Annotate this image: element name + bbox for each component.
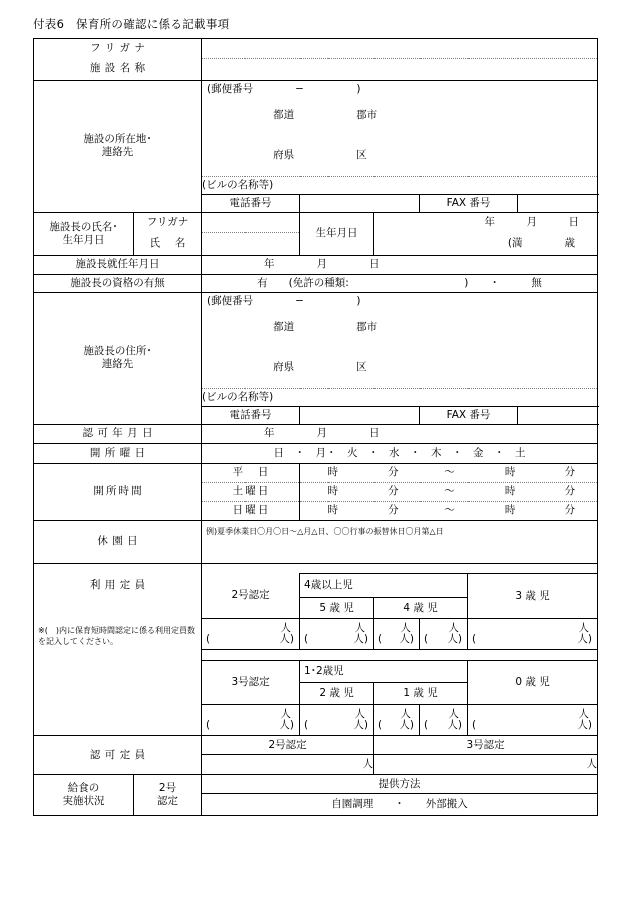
capacity-age4plus-header: 4歳以上児 <box>300 574 468 598</box>
field-qualification[interactable]: 有 (免許の種類: ) ・ 無 <box>202 274 598 292</box>
sunday-start-minute: 分 <box>388 504 399 517</box>
label-facility-tel: 電話番号 <box>202 194 300 212</box>
label-meals-line1: 給食の <box>67 782 100 795</box>
capacity-note: ※( )内に保育短時間認定に係る利用定員数を記入してください。 <box>38 625 195 647</box>
facility-confirmation-form <box>33 38 598 816</box>
capacity-age5-person: 人 <box>400 622 412 635</box>
person-close-6: 人) <box>279 719 295 732</box>
field-head-furigana[interactable] <box>202 212 300 233</box>
field-facility-fax[interactable] <box>518 194 598 212</box>
paren-open-8: ( <box>378 719 383 732</box>
capacity-age12-paren <box>300 720 373 731</box>
capacity-age1-value[interactable] <box>420 705 468 736</box>
label-meals-type-line2: 認定 <box>157 795 179 808</box>
weekday-end-minute: 分 <box>564 466 576 479</box>
label-closed-days: 休園日 <box>34 520 202 563</box>
label-weekday: 平 日 <box>202 463 300 482</box>
weekday-tilde: ～ <box>444 466 455 479</box>
table-row-capacity-type2-values <box>34 619 598 650</box>
prefecture-text-1: 都道 <box>273 109 295 122</box>
capacity-age0-person: 人 <box>578 708 590 721</box>
field-facility-tel[interactable] <box>300 194 420 212</box>
person-close-5: 人) <box>577 633 593 646</box>
table-row-approval-date <box>34 424 598 443</box>
table-row-facility-name <box>34 58 598 81</box>
capacity-age2-paren <box>374 720 419 731</box>
label-qualification: 施設長の資格の有無 <box>34 274 202 292</box>
capacity-type2-total-paren <box>202 634 299 645</box>
head-prefecture-text-2: 府県 <box>273 360 295 373</box>
capacity-label-spacer <box>34 563 202 574</box>
table-row-capacity-label <box>34 574 598 598</box>
capacity-age4plus-value[interactable] <box>300 619 374 650</box>
capacity-age0-value[interactable] <box>468 705 598 736</box>
head-city-text-1: 郡市 <box>356 321 378 334</box>
person-close-7: 人) <box>353 719 369 732</box>
label-authorized-capacity: 認可定員 <box>34 736 202 775</box>
sunday-tilde: ～ <box>444 504 455 517</box>
head-prefecture-label-2 <box>207 347 597 386</box>
capacity-type3-total[interactable] <box>202 705 300 736</box>
field-sunday-hours[interactable] <box>300 501 598 520</box>
table-row-capacity-spacer-top <box>34 563 598 574</box>
field-head-building[interactable]: (ビルの名称等) <box>202 388 598 406</box>
field-closed-days[interactable] <box>202 520 598 563</box>
head-prefecture-label-1 <box>207 308 597 347</box>
label-approval-date: 認可年月日 <box>34 424 202 443</box>
label-meals-line2: 実施状況 <box>62 795 105 808</box>
paren-open-5: ( <box>472 633 477 646</box>
prefecture-text-2: 府県 <box>273 148 295 161</box>
person-close-9: 人) <box>447 719 463 732</box>
label-head-name-line1: 施設長の氏名･ <box>49 220 118 233</box>
capacity-age4-header: 4 歳 児 <box>374 598 468 619</box>
capacity-age0-header: 0 歳 児 <box>468 661 598 705</box>
saturday-end-hour: 時 <box>504 485 516 498</box>
label-meals-type-line1: 2号 <box>158 782 177 795</box>
capacity-type3-total-person: 人 <box>280 708 292 721</box>
table-row-open-hours-weekday <box>34 463 598 482</box>
authorized-type3-value[interactable]: 人 <box>374 755 598 775</box>
field-head-address[interactable] <box>202 292 598 388</box>
saturday-tilde: ～ <box>444 485 455 498</box>
capacity-type3-total-paren <box>202 720 299 731</box>
capacity-age3-person: 人 <box>578 622 590 635</box>
table-row-appointment-date <box>34 255 598 274</box>
table-row-head-address <box>34 292 598 388</box>
label-meals-status <box>34 775 134 816</box>
weekday-start-minute: 分 <box>388 466 399 479</box>
table-row-open-days <box>34 443 598 463</box>
capacity-age1-person: 人 <box>448 708 460 721</box>
capacity-age2-value[interactable] <box>374 705 420 736</box>
sunday-end-minute: 分 <box>564 504 576 517</box>
field-facility-building[interactable]: (ビルの名称等) <box>202 176 598 194</box>
capacity-age4-value[interactable] <box>420 619 468 650</box>
capacity-note-cell <box>34 619 202 661</box>
capacity-label-filler-2 <box>34 661 202 705</box>
capacity-age2-person: 人 <box>400 708 412 721</box>
label-head-tel: 電話番号 <box>202 406 300 424</box>
label-head-address-line2: 連絡先 <box>101 358 134 371</box>
table-row-capacity-type3-values <box>34 705 598 736</box>
label-head-fullname: 氏 名 <box>134 233 202 256</box>
label-head-address <box>34 292 202 424</box>
weekday-end-hour: 時 <box>504 466 516 479</box>
capacity-spacer-top <box>202 563 598 574</box>
field-head-age[interactable] <box>374 233 598 256</box>
capacity-age5-paren <box>374 634 419 645</box>
saturday-end-minute: 分 <box>564 485 576 498</box>
capacity-type2-total-person: 人 <box>280 622 292 635</box>
table-row-meals-header <box>34 775 598 794</box>
authorized-type2-value[interactable]: 人 <box>202 755 374 775</box>
approval-ymd-text: 年 月 日 <box>264 427 380 440</box>
head-city-text-2: 区 <box>356 360 367 373</box>
table-row-facility-address <box>34 81 598 177</box>
capacity-type2-total[interactable] <box>202 619 300 650</box>
capacity-type2-header: 2号認定 <box>202 574 300 619</box>
city-text-1: 郡市 <box>356 109 378 122</box>
table-row-furigana <box>34 39 598 59</box>
postal-code-label: (郵便番号 − ) <box>207 83 361 95</box>
field-approval-date[interactable] <box>202 424 598 443</box>
field-saturday-hours[interactable] <box>300 482 598 501</box>
paren-open-9: ( <box>424 719 429 732</box>
person-close-1: 人) <box>279 633 295 646</box>
capacity-age3-header: 3 歳 児 <box>468 574 598 619</box>
paren-open-10: ( <box>472 719 477 732</box>
field-head-tel[interactable] <box>300 406 420 424</box>
capacity-age12-value[interactable] <box>300 705 374 736</box>
paren-open-7: ( <box>304 719 309 732</box>
field-appointment-date[interactable] <box>202 255 598 274</box>
paren-open-1: ( <box>206 633 211 646</box>
capacity-age3-paren <box>468 634 597 645</box>
label-appointment-date: 施設長就任年月日 <box>34 255 202 274</box>
field-facility-name[interactable] <box>202 58 598 81</box>
saturday-start-minute: 分 <box>388 485 399 498</box>
head-prefecture-text-1: 都道 <box>273 321 295 334</box>
capacity-age1-paren <box>420 720 467 731</box>
capacity-age4plus-person: 人 <box>354 622 366 635</box>
label-head-name <box>34 212 134 255</box>
label-capacity: 利用定員 <box>34 574 202 598</box>
field-facility-address[interactable] <box>202 81 598 177</box>
capacity-age4-person: 人 <box>448 622 460 635</box>
person-close-3: 人) <box>399 633 415 646</box>
capacity-age3-value[interactable] <box>468 619 598 650</box>
city-text-2: 区 <box>356 148 367 161</box>
paren-open-2: ( <box>304 633 309 646</box>
capacity-age5-value[interactable] <box>374 619 420 650</box>
capacity-age4-paren <box>420 634 467 645</box>
saturday-start-hour: 時 <box>327 485 338 498</box>
capacity-age2-header: 2 歳 児 <box>300 683 374 705</box>
authorized-type3-header: 3号認定 <box>374 736 598 755</box>
capacity-type3-header: 3号認定 <box>202 661 300 705</box>
capacity-label-filler-3 <box>34 705 202 736</box>
paren-open-6: ( <box>206 719 211 732</box>
label-open-days: 開所曜日 <box>34 443 202 463</box>
capacity-age12-person: 人 <box>354 708 366 721</box>
capacity-age5-header: 5 歳 児 <box>300 598 374 619</box>
label-facility-address-line2: 連絡先 <box>101 146 134 159</box>
paren-open-3: ( <box>378 633 383 646</box>
label-meals-type2 <box>134 775 202 816</box>
capacity-age12-header: 1･2歳児 <box>300 661 468 683</box>
sunday-start-hour: 時 <box>327 504 338 517</box>
prefecture-label-2 <box>207 136 597 175</box>
table-row-qualification <box>34 274 598 292</box>
sunday-end-hour: 時 <box>504 504 516 517</box>
capacity-age1-header: 1 歳 児 <box>374 683 468 705</box>
field-head-birth-ymd[interactable] <box>374 212 598 233</box>
person-close-2: 人) <box>353 633 369 646</box>
person-close-10: 人) <box>577 719 593 732</box>
label-facility-address-line1: 施設の所在地･ <box>83 133 152 146</box>
closed-days-example: 例)夏季休業日〇月〇日～△月△日、〇〇行事の振替休日〇月第△日 <box>206 526 444 536</box>
label-head-furigana: フリガナ <box>134 212 202 233</box>
label-furigana: フリガナ <box>34 39 202 59</box>
label-head-birth: 生年月日 <box>300 212 374 255</box>
capacity-age4plus-paren <box>300 634 373 645</box>
capacity-age0-paren <box>468 720 597 731</box>
label-facility-address <box>34 81 202 213</box>
prefecture-label-1 <box>207 96 597 135</box>
label-saturday: 土曜日 <box>202 482 300 501</box>
capacity-label-filler-1 <box>34 598 202 619</box>
field-head-name[interactable] <box>202 233 300 256</box>
label-facility-fax: FAX 番号 <box>420 194 518 212</box>
table-row-authorized-header <box>34 736 598 755</box>
field-head-fax[interactable] <box>518 406 598 424</box>
head-postal-code-label: (郵便番号 − ) <box>207 294 361 307</box>
birth-age-text: (満 歳 <box>507 237 576 250</box>
label-head-fax: FAX 番号 <box>420 406 518 424</box>
label-head-name-line2: 生年月日 <box>62 233 105 246</box>
birth-ymd-text: 年 月 日 <box>484 216 580 229</box>
meals-method-header: 提供方法 <box>202 775 598 794</box>
field-furigana[interactable] <box>202 39 598 59</box>
table-row-head-furigana <box>34 212 598 233</box>
table-row-closed-days <box>34 520 598 563</box>
label-facility-name: 施設名称 <box>34 58 202 81</box>
field-open-days[interactable]: 日 ・ 月・ 火 ・ 水 ・ 木 ・ 金 ・ 土 <box>202 443 598 463</box>
label-sunday: 日曜日 <box>202 501 300 520</box>
paren-open-4: ( <box>424 633 429 646</box>
label-open-hours: 開所時間 <box>34 463 202 520</box>
capacity-spacer-mid <box>202 650 598 661</box>
weekday-start-hour: 時 <box>327 466 338 479</box>
label-head-address-line1: 施設長の住所･ <box>83 345 152 358</box>
appointment-ymd-text: 年 月 日 <box>264 258 380 271</box>
page-title: 付表6 保育所の確認に係る記載事項 <box>33 17 230 31</box>
table-row-capacity-type3-header <box>34 661 598 683</box>
field-weekday-hours[interactable] <box>300 463 598 482</box>
meals-method-value[interactable]: 自園調理 ・ 外部搬入 <box>202 794 598 816</box>
person-close-8: 人) <box>399 719 415 732</box>
authorized-type2-header: 2号認定 <box>202 736 374 755</box>
person-close-4: 人) <box>447 633 463 646</box>
